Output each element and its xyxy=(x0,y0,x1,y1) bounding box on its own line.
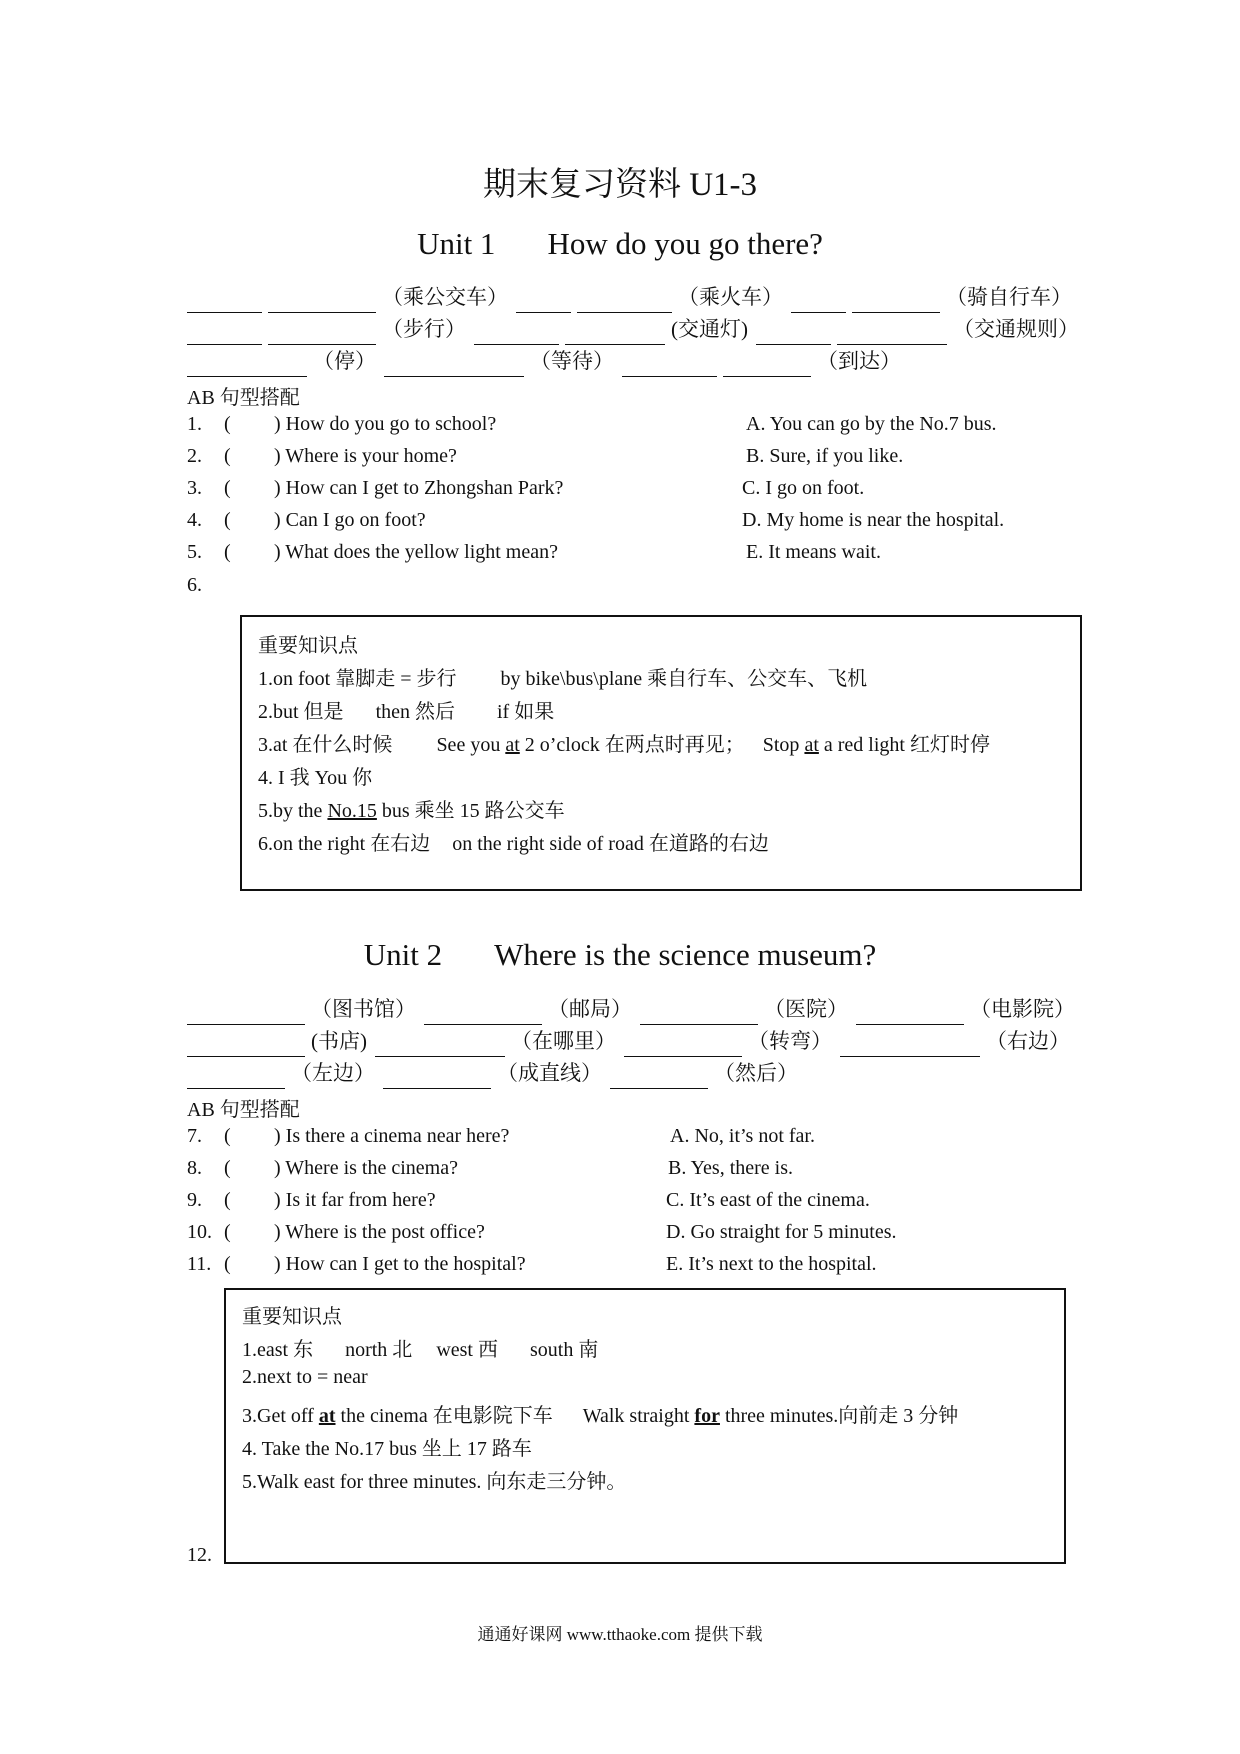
question-text: ) Is it far from here? xyxy=(274,1189,436,1211)
answer-blank[interactable] xyxy=(187,1002,305,1025)
vocab-hint: （等待） xyxy=(530,349,614,373)
unit1-ab-label: AB 句型搭配 xyxy=(187,387,300,409)
unit2-vocab-row-1 xyxy=(187,993,1083,1025)
vocab-hint: (书店) xyxy=(311,1029,367,1053)
vocab-hint: （邮局） xyxy=(548,997,632,1021)
answer-blank[interactable] xyxy=(837,322,947,345)
vocab-item xyxy=(187,281,516,313)
knowledge-heading: 重要知识点 xyxy=(242,1306,342,1328)
vocab-hint: （成直线） xyxy=(497,1061,602,1085)
answer-blank[interactable] xyxy=(565,322,665,345)
unit2-vocab-row-2 xyxy=(187,1025,1078,1057)
vocab-item xyxy=(791,281,1080,313)
vocab-hint: （左边） xyxy=(291,1061,375,1085)
vocab-item xyxy=(187,1057,383,1089)
knowledge-line-2: 2.but 但是 then 然后 if 如果 xyxy=(258,701,555,723)
vocab-item xyxy=(187,1025,375,1057)
answer-option: E. It’s next to the hospital. xyxy=(666,1253,877,1275)
question-text: ) Is there a cinema near here? xyxy=(274,1125,510,1147)
knowledge-line-5: 5.by the No.15 bus 乘坐 15 路公交车 xyxy=(258,800,565,822)
answer-blank[interactable] xyxy=(268,322,376,345)
unit1-question-row xyxy=(0,473,1240,503)
unit2-ab-label: AB 句型搭配 xyxy=(187,1099,300,1121)
unit1-vocab-row-2 xyxy=(187,313,1087,345)
answer-blank[interactable] xyxy=(375,1034,505,1057)
vocab-item xyxy=(384,345,622,377)
vocab-hint: （交通规则） xyxy=(953,317,1079,341)
answer-paren[interactable]: ( xyxy=(224,541,231,563)
unit1-question-row xyxy=(0,537,1240,567)
unit1-trailing-number: 6. xyxy=(187,574,202,596)
vocab-item xyxy=(840,1025,1078,1057)
answer-blank[interactable] xyxy=(384,354,524,377)
answer-paren[interactable]: ( xyxy=(224,413,231,435)
question-number: 9. xyxy=(187,1189,202,1211)
answer-option: A. No, it’s not far. xyxy=(670,1125,815,1147)
unit2-question-row xyxy=(0,1185,1240,1215)
vocab-item xyxy=(187,313,474,345)
vocab-item xyxy=(622,345,909,377)
question-number: 1. xyxy=(187,413,202,435)
answer-blank[interactable] xyxy=(187,1066,285,1089)
vocab-item xyxy=(640,993,856,1025)
vocab-item xyxy=(756,313,1087,345)
question-number: 4. xyxy=(187,509,202,531)
vocab-hint: （停） xyxy=(313,349,376,373)
answer-blank[interactable] xyxy=(577,290,672,313)
answer-blank[interactable] xyxy=(756,322,831,345)
knowledge-line-4: 4. I 我 You 你 xyxy=(258,767,373,789)
knowledge-heading: 重要知识点 xyxy=(258,635,358,657)
question-text: ) How do you go to school? xyxy=(274,413,497,435)
question-number: 3. xyxy=(187,477,202,499)
question-number: 7. xyxy=(187,1125,202,1147)
answer-option: E. It means wait. xyxy=(746,541,881,563)
question-text: ) What does the yellow light mean? xyxy=(274,541,558,563)
answer-blank[interactable] xyxy=(187,322,262,345)
answer-option: D. My home is near the hospital. xyxy=(742,509,1005,531)
vocab-item xyxy=(474,313,756,345)
unit1-number: Unit 1 xyxy=(417,226,496,261)
vocab-hint: （电影院） xyxy=(970,997,1075,1021)
answer-option: B. Yes, there is. xyxy=(668,1157,794,1179)
answer-blank[interactable] xyxy=(383,1066,491,1089)
vocab-item xyxy=(624,1025,840,1057)
answer-blank[interactable] xyxy=(640,1002,758,1025)
vocab-item xyxy=(187,993,424,1025)
unit2-heading xyxy=(0,937,1240,973)
vocab-hint: （步行） xyxy=(382,317,466,341)
vocab-item xyxy=(375,1025,624,1057)
unit2-knowledge-box xyxy=(224,1288,1066,1564)
unit1-question-row xyxy=(0,441,1240,471)
vocab-hint: （图书馆） xyxy=(311,997,416,1021)
answer-paren[interactable]: ( xyxy=(224,509,231,531)
knowledge-line-6: 6.on the right 在右边 on the right side of road 在道路的右边 xyxy=(258,833,769,855)
question-number: 2. xyxy=(187,445,202,467)
knowledge-line-4: 4. Take the No.17 bus 坐上 17 路车 xyxy=(242,1438,532,1460)
knowledge-line-3: 3.at 在什么时候 See you at 2 o’clock 在两点时再见； Stop at a red light 红灯时停 xyxy=(258,734,990,756)
answer-blank[interactable] xyxy=(791,290,846,313)
knowledge-line-2: 2.next to = near xyxy=(242,1366,368,1388)
unit2-vocab-row-3 xyxy=(187,1057,806,1089)
unit1-vocab-row-1 xyxy=(187,281,1080,313)
knowledge-line-3: 3.Get off at the cinema 在电影院下车 Walk straight for three minutes.向前走 3 分钟 xyxy=(242,1405,959,1427)
vocab-item xyxy=(383,1057,610,1089)
vocab-hint: （到达） xyxy=(817,349,901,373)
answer-paren[interactable]: ( xyxy=(224,1189,231,1211)
answer-option: C. It’s east of the cinema. xyxy=(666,1189,870,1211)
answer-paren[interactable]: ( xyxy=(224,477,231,499)
vocab-hint: （医院） xyxy=(764,997,848,1021)
answer-blank[interactable] xyxy=(624,1034,742,1057)
vocab-hint: （转弯） xyxy=(748,1029,832,1053)
knowledge-line-5: 5.Walk east for three minutes. 向东走三分钟。 xyxy=(242,1471,627,1493)
unit1-vocab-row-3 xyxy=(187,345,909,377)
answer-blank[interactable] xyxy=(610,1066,708,1089)
vocab-item xyxy=(187,345,384,377)
question-text: ) How can I get to the hospital? xyxy=(274,1253,526,1275)
answer-blank[interactable] xyxy=(424,1002,542,1025)
vocab-hint: （右边） xyxy=(986,1029,1070,1053)
answer-paren[interactable]: ( xyxy=(224,1221,231,1243)
answer-option: B. Sure, if you like. xyxy=(746,445,904,467)
answer-blank[interactable] xyxy=(516,290,571,313)
unit2-question-row xyxy=(0,1249,1240,1279)
answer-blank[interactable] xyxy=(622,354,717,377)
answer-blank[interactable] xyxy=(187,290,262,313)
answer-option: C. I go on foot. xyxy=(742,477,865,499)
answer-blank[interactable] xyxy=(187,1034,305,1057)
vocab-item xyxy=(856,993,1083,1025)
vocab-hint: （乘公交车） xyxy=(382,285,508,309)
unit2-number: Unit 2 xyxy=(363,937,443,972)
unit1-heading xyxy=(0,226,1240,262)
vocab-hint: （骑自行车） xyxy=(946,285,1072,309)
unit1-question-row xyxy=(0,505,1240,535)
unit1-question-row xyxy=(0,409,1240,439)
vocab-hint: （然后） xyxy=(714,1061,798,1085)
footer-credit: 通通好课网 www.tthaoke.com 提供下载 xyxy=(477,1625,763,1644)
question-text: ) Where is the post office? xyxy=(274,1221,485,1243)
unit2-trailing-number: 12. xyxy=(187,1544,212,1566)
unit2-question-row xyxy=(0,1121,1240,1151)
answer-paren[interactable]: ( xyxy=(224,445,231,467)
answer-blank[interactable] xyxy=(723,354,811,377)
vocab-hint: （乘火车） xyxy=(678,285,783,309)
unit1-knowledge-box xyxy=(240,615,1082,891)
question-number: 5. xyxy=(187,541,202,563)
question-text: ) Can I go on foot? xyxy=(274,509,426,531)
vocab-item xyxy=(610,1057,806,1089)
unit2-question-row xyxy=(0,1217,1240,1247)
answer-paren[interactable]: ( xyxy=(224,1253,231,1275)
answer-blank[interactable] xyxy=(856,1002,964,1025)
answer-paren[interactable]: ( xyxy=(224,1125,231,1147)
answer-blank[interactable] xyxy=(852,290,940,313)
unit1-question: How do you go there? xyxy=(547,226,823,261)
answer-paren[interactable]: ( xyxy=(224,1157,231,1179)
question-text: ) Where is the cinema? xyxy=(274,1157,458,1179)
vocab-item xyxy=(424,993,640,1025)
vocab-hint: （在哪里） xyxy=(511,1029,616,1053)
knowledge-line-1: 1.on foot 靠脚走 = 步行 by bike\bus\plane 乘自行车、公交车、飞机 xyxy=(258,668,868,690)
vocab-hint: (交通灯) xyxy=(671,317,748,341)
unit2-question-row xyxy=(0,1153,1240,1183)
question-number: 8. xyxy=(187,1157,202,1179)
answer-blank[interactable] xyxy=(268,290,376,313)
question-number: 10. xyxy=(187,1221,212,1243)
answer-blank[interactable] xyxy=(474,322,559,345)
unit2-question: Where is the science museum? xyxy=(494,937,877,972)
answer-option: A. You can go by the No.7 bus. xyxy=(746,413,997,435)
knowledge-line-1: 1.east 东 north 北 west 西 south 南 xyxy=(242,1339,599,1361)
page-title: 期末复习资料 U1-3 xyxy=(482,167,758,203)
vocab-item xyxy=(516,281,791,313)
answer-option: D. Go straight for 5 minutes. xyxy=(666,1221,897,1243)
question-number: 11. xyxy=(187,1253,212,1275)
answer-blank[interactable] xyxy=(840,1034,980,1057)
question-text: ) Where is your home? xyxy=(274,445,457,467)
answer-blank[interactable] xyxy=(187,354,307,377)
question-text: ) How can I get to Zhongshan Park? xyxy=(274,477,564,499)
